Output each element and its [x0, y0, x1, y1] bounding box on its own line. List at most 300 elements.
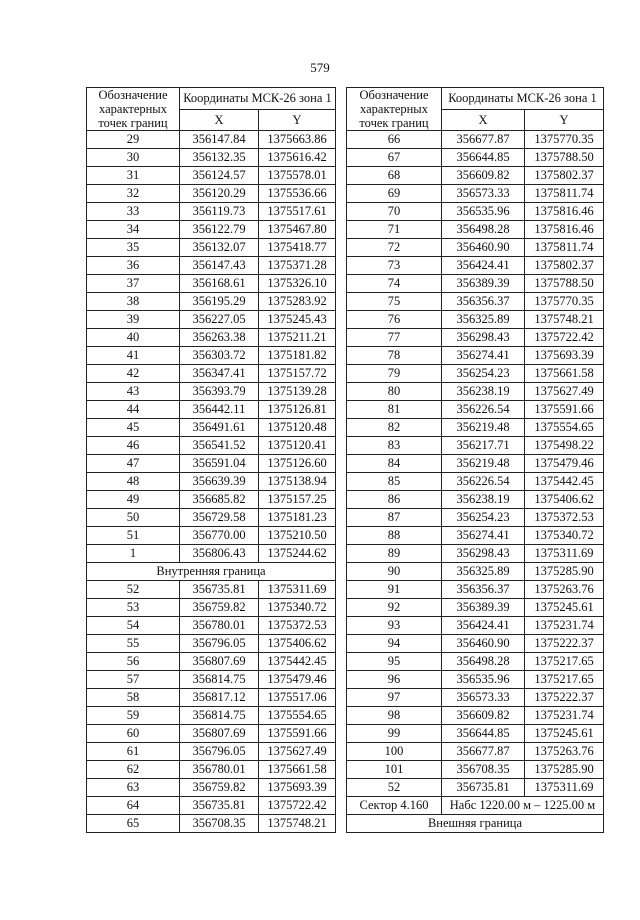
x-coordinate-cell: 356219.48 [442, 419, 525, 437]
y-coordinate-cell: 1375770.35 [525, 131, 604, 149]
point-id-cell: 91 [347, 581, 442, 599]
y-coordinate-cell: 1375770.35 [525, 293, 604, 311]
point-id-cell: 90 [347, 563, 442, 581]
y-coordinate-cell: 1375536.66 [259, 185, 336, 203]
x-coordinate-cell: 356639.39 [180, 473, 259, 491]
point-id-cell: 66 [347, 131, 442, 149]
y-coordinate-cell: 1375517.61 [259, 203, 336, 221]
table-row [347, 635, 604, 653]
coord-system-header: Координаты МСК-26 зона 1 [180, 88, 336, 110]
table-row [347, 653, 604, 671]
y-coordinate-cell: 1375748.21 [525, 311, 604, 329]
x-coordinate-cell: 356226.54 [442, 473, 525, 491]
x-coordinate-cell: 356806.43 [180, 545, 259, 563]
table-row [347, 365, 604, 383]
point-id-cell: 73 [347, 257, 442, 275]
table-row [347, 779, 604, 797]
point-id-cell: 67 [347, 149, 442, 167]
point-id-cell: 68 [347, 167, 442, 185]
table-row [87, 797, 336, 815]
table-row [87, 599, 336, 617]
x-coordinate-cell: 356677.87 [442, 743, 525, 761]
table-row [347, 203, 604, 221]
table-row [87, 779, 336, 797]
table-row [87, 347, 336, 365]
table-row [347, 581, 604, 599]
point-id-cell: 81 [347, 401, 442, 419]
table-row [87, 689, 336, 707]
x-coordinate-cell: 356389.39 [442, 599, 525, 617]
y-coordinate-cell: 1375217.65 [525, 653, 604, 671]
y-coordinate-cell: 1375722.42 [259, 797, 336, 815]
point-id-cell: 1 [87, 545, 180, 563]
point-id-cell: 63 [87, 779, 180, 797]
point-id-cell: 36 [87, 257, 180, 275]
x-coordinate-cell: 356393.79 [180, 383, 259, 401]
point-id-cell: 77 [347, 329, 442, 347]
x-coordinate-cell: 356238.19 [442, 491, 525, 509]
table-row [347, 239, 604, 257]
point-id-cell: 92 [347, 599, 442, 617]
table-row [87, 257, 336, 275]
table-row [87, 437, 336, 455]
point-id-cell: 98 [347, 707, 442, 725]
table-row [87, 545, 336, 563]
table-row [87, 131, 336, 149]
point-id-cell: 50 [87, 509, 180, 527]
x-coordinate-cell: 356132.35 [180, 149, 259, 167]
y-coordinate-cell: 1375627.49 [525, 383, 604, 401]
x-coordinate-cell: 356254.23 [442, 509, 525, 527]
x-coordinate-cell: 356609.82 [442, 707, 525, 725]
y-coordinate-cell: 1375811.74 [525, 239, 604, 257]
table-row [347, 419, 604, 437]
x-column-header: X [442, 109, 525, 131]
table-row [347, 671, 604, 689]
table-row [347, 401, 604, 419]
y-coordinate-cell: 1375263.76 [525, 581, 604, 599]
left-rows-outer [87, 131, 336, 563]
point-id-cell: 52 [347, 779, 442, 797]
table-row [87, 311, 336, 329]
table-row [87, 725, 336, 743]
point-id-cell: 76 [347, 311, 442, 329]
y-coordinate-cell: 1375126.81 [259, 401, 336, 419]
point-id-cell: 89 [347, 545, 442, 563]
x-coordinate-cell: 356147.84 [180, 131, 259, 149]
x-coordinate-cell: 356796.05 [180, 635, 259, 653]
table-row [87, 185, 336, 203]
table-row [87, 383, 336, 401]
table-row [87, 707, 336, 725]
point-id-cell: 88 [347, 527, 442, 545]
x-coordinate-cell: 356708.35 [442, 761, 525, 779]
point-id-cell: 52 [87, 581, 180, 599]
x-coordinate-cell: 356541.52 [180, 437, 259, 455]
x-coordinate-cell: 356535.96 [442, 671, 525, 689]
point-id-cell: 55 [87, 635, 180, 653]
table-row [87, 653, 336, 671]
x-coordinate-cell: 356460.90 [442, 239, 525, 257]
point-id-cell: 47 [87, 455, 180, 473]
y-coordinate-cell: 1375371.28 [259, 257, 336, 275]
y-coordinate-cell: 1375139.28 [259, 383, 336, 401]
point-id-cell: 75 [347, 293, 442, 311]
table-row [347, 527, 604, 545]
y-coordinate-cell: 1375245.61 [525, 725, 604, 743]
y-coordinate-cell: 1375693.39 [525, 347, 604, 365]
point-id-cell: 51 [87, 527, 180, 545]
table-row [347, 725, 604, 743]
x-coordinate-cell: 356254.23 [442, 365, 525, 383]
x-coordinate-cell: 356498.28 [442, 653, 525, 671]
y-coordinate-cell: 1375578.01 [259, 167, 336, 185]
x-coordinate-cell: 356729.58 [180, 509, 259, 527]
y-coordinate-cell: 1375802.37 [525, 257, 604, 275]
x-coordinate-cell: 356573.33 [442, 185, 525, 203]
point-id-cell: 56 [87, 653, 180, 671]
point-id-cell: 69 [347, 185, 442, 203]
table-row [347, 131, 604, 149]
x-coordinate-cell: 356119.73 [180, 203, 259, 221]
x-coordinate-cell: 356274.41 [442, 527, 525, 545]
x-coordinate-cell: 356217.71 [442, 437, 525, 455]
x-coordinate-cell: 356708.35 [180, 815, 259, 833]
y-coordinate-cell: 1375245.43 [259, 311, 336, 329]
table-row [87, 329, 336, 347]
table-row [87, 455, 336, 473]
y-coordinate-cell: 1375816.46 [525, 203, 604, 221]
table-row [347, 599, 604, 617]
y-coordinate-cell: 1375231.74 [525, 617, 604, 635]
y-coordinate-cell: 1375616.42 [259, 149, 336, 167]
point-id-cell: 31 [87, 167, 180, 185]
x-coordinate-cell: 356735.81 [180, 797, 259, 815]
y-coordinate-cell: 1375479.46 [259, 671, 336, 689]
y-column-header: Y [259, 109, 336, 131]
table-row [347, 509, 604, 527]
x-coordinate-cell: 356591.04 [180, 455, 259, 473]
left-rows-inner [87, 581, 336, 833]
y-coordinate-cell: 1375663.86 [259, 131, 336, 149]
point-id-cell: 37 [87, 275, 180, 293]
table-row [347, 437, 604, 455]
y-coordinate-cell: 1375231.74 [525, 707, 604, 725]
y-coordinate-cell: 1375138.94 [259, 473, 336, 491]
point-id-cell: 57 [87, 671, 180, 689]
table-row [87, 203, 336, 221]
coord-system-header: Координаты МСК-26 зона 1 [442, 88, 604, 110]
y-coordinate-cell: 1375285.90 [525, 761, 604, 779]
table-row [87, 239, 336, 257]
y-coordinate-cell: 1375244.62 [259, 545, 336, 563]
table-row [347, 293, 604, 311]
point-id-cell: 34 [87, 221, 180, 239]
x-coordinate-cell: 356535.96 [442, 203, 525, 221]
y-coordinate-cell: 1375283.92 [259, 293, 336, 311]
x-coordinate-cell: 356298.43 [442, 329, 525, 347]
x-coordinate-cell: 356807.69 [180, 653, 259, 671]
point-id-cell: 53 [87, 599, 180, 617]
x-coordinate-cell: 356759.82 [180, 779, 259, 797]
point-id-cell: 84 [347, 455, 442, 473]
point-id-cell: 74 [347, 275, 442, 293]
x-coordinate-cell: 356498.28 [442, 221, 525, 239]
point-id-cell: 71 [347, 221, 442, 239]
sector-label: Сектор 4.160 [347, 797, 442, 815]
point-id-cell: 72 [347, 239, 442, 257]
table-row [87, 815, 336, 833]
table-row [347, 257, 604, 275]
x-coordinate-cell: 356677.87 [442, 131, 525, 149]
point-id-cell: 58 [87, 689, 180, 707]
y-coordinate-cell: 1375811.74 [525, 185, 604, 203]
y-coordinate-cell: 1375498.22 [525, 437, 604, 455]
x-coordinate-cell: 356796.05 [180, 743, 259, 761]
point-id-cell: 49 [87, 491, 180, 509]
x-coordinate-cell: 356120.29 [180, 185, 259, 203]
y-coordinate-cell: 1375311.69 [525, 545, 604, 563]
point-id-cell: 78 [347, 347, 442, 365]
x-coordinate-cell: 356442.11 [180, 401, 259, 419]
y-coordinate-cell: 1375311.69 [525, 779, 604, 797]
x-coordinate-cell: 356735.81 [442, 779, 525, 797]
point-id-cell: 30 [87, 149, 180, 167]
table-row [347, 545, 604, 563]
y-coordinate-cell: 1375418.77 [259, 239, 336, 257]
y-coordinate-cell: 1375372.53 [525, 509, 604, 527]
page-number: 579 [310, 60, 330, 75]
table-row [347, 167, 604, 185]
point-id-cell: 96 [347, 671, 442, 689]
table-row [347, 347, 604, 365]
x-coordinate-cell: 356759.82 [180, 599, 259, 617]
y-column-header: Y [525, 109, 604, 131]
table-row [87, 401, 336, 419]
y-coordinate-cell: 1375285.90 [525, 563, 604, 581]
point-id-cell: 32 [87, 185, 180, 203]
outer-boundary-label: Внешняя граница [347, 815, 604, 833]
table-row [87, 275, 336, 293]
point-id-cell: 41 [87, 347, 180, 365]
point-id-cell: 93 [347, 617, 442, 635]
y-coordinate-cell: 1375406.62 [259, 635, 336, 653]
point-id-cell: 39 [87, 311, 180, 329]
y-coordinate-cell: 1375120.48 [259, 419, 336, 437]
x-coordinate-cell: 356460.90 [442, 635, 525, 653]
y-coordinate-cell: 1375554.65 [525, 419, 604, 437]
y-coordinate-cell: 1375245.61 [525, 599, 604, 617]
table-row [347, 563, 604, 581]
x-coordinate-cell: 356814.75 [180, 671, 259, 689]
point-id-cell: 64 [87, 797, 180, 815]
point-id-cell: 86 [347, 491, 442, 509]
sector-height-range: Набс 1220.00 м – 1225.00 м [442, 797, 604, 815]
point-id-cell: 94 [347, 635, 442, 653]
y-coordinate-cell: 1375326.10 [259, 275, 336, 293]
x-coordinate-cell: 356780.01 [180, 617, 259, 635]
table-row [87, 149, 336, 167]
x-coordinate-cell: 356298.43 [442, 545, 525, 563]
x-coordinate-cell: 356644.85 [442, 725, 525, 743]
x-coordinate-cell: 356227.05 [180, 311, 259, 329]
y-coordinate-cell: 1375126.60 [259, 455, 336, 473]
point-id-cell: 62 [87, 761, 180, 779]
y-coordinate-cell: 1375661.58 [525, 365, 604, 383]
table-row [87, 167, 336, 185]
y-coordinate-cell: 1375372.53 [259, 617, 336, 635]
y-coordinate-cell: 1375442.45 [525, 473, 604, 491]
point-id-cell: 87 [347, 509, 442, 527]
x-coordinate-cell: 356168.61 [180, 275, 259, 293]
x-coordinate-cell: 356389.39 [442, 275, 525, 293]
point-id-cell: 100 [347, 743, 442, 761]
x-column-header: X [180, 109, 259, 131]
x-coordinate-cell: 356122.79 [180, 221, 259, 239]
table-row [87, 671, 336, 689]
point-id-cell: 46 [87, 437, 180, 455]
point-id-cell: 60 [87, 725, 180, 743]
y-coordinate-cell: 1375210.50 [259, 527, 336, 545]
table-row [87, 509, 336, 527]
x-coordinate-cell: 356263.38 [180, 329, 259, 347]
x-coordinate-cell: 356807.69 [180, 725, 259, 743]
x-coordinate-cell: 356817.12 [180, 689, 259, 707]
x-coordinate-cell: 356132.07 [180, 239, 259, 257]
x-coordinate-cell: 356219.48 [442, 455, 525, 473]
point-id-cell: 80 [347, 383, 442, 401]
y-coordinate-cell: 1375157.25 [259, 491, 336, 509]
table-row [347, 455, 604, 473]
y-coordinate-cell: 1375467.80 [259, 221, 336, 239]
table-row [347, 185, 604, 203]
point-id-cell: 54 [87, 617, 180, 635]
table-row [87, 635, 336, 653]
y-coordinate-cell: 1375788.50 [525, 149, 604, 167]
x-coordinate-cell: 356226.54 [442, 401, 525, 419]
point-id-cell: 65 [87, 815, 180, 833]
point-id-cell: 45 [87, 419, 180, 437]
point-id-cell: 61 [87, 743, 180, 761]
point-id-cell: 79 [347, 365, 442, 383]
table-row [347, 221, 604, 239]
table-row [87, 581, 336, 599]
y-coordinate-cell: 1375157.72 [259, 365, 336, 383]
table-row [87, 743, 336, 761]
y-coordinate-cell: 1375554.65 [259, 707, 336, 725]
y-coordinate-cell: 1375263.76 [525, 743, 604, 761]
x-coordinate-cell: 356147.43 [180, 257, 259, 275]
x-coordinate-cell: 356770.00 [180, 527, 259, 545]
point-id-cell: 70 [347, 203, 442, 221]
point-id-cell: 44 [87, 401, 180, 419]
y-coordinate-cell: 1375591.66 [525, 401, 604, 419]
y-coordinate-cell: 1375591.66 [259, 725, 336, 743]
y-coordinate-cell: 1375722.42 [525, 329, 604, 347]
point-label-header: Обозначение характерных точек границ [87, 88, 180, 131]
x-coordinate-cell: 356356.37 [442, 581, 525, 599]
table-row [347, 311, 604, 329]
table-row [347, 743, 604, 761]
table-row [347, 329, 604, 347]
table-row [347, 473, 604, 491]
point-id-cell: 59 [87, 707, 180, 725]
x-coordinate-cell: 356238.19 [442, 383, 525, 401]
x-coordinate-cell: 356347.41 [180, 365, 259, 383]
point-id-cell: 29 [87, 131, 180, 149]
table-row [347, 689, 604, 707]
y-coordinate-cell: 1375748.21 [259, 815, 336, 833]
x-coordinate-cell: 356356.37 [442, 293, 525, 311]
y-coordinate-cell: 1375816.46 [525, 221, 604, 239]
y-coordinate-cell: 1375406.62 [525, 491, 604, 509]
x-coordinate-cell: 356195.29 [180, 293, 259, 311]
x-coordinate-cell: 356424.41 [442, 257, 525, 275]
table-row [347, 707, 604, 725]
point-label-header: Обозначение характерных точек границ [347, 88, 442, 131]
y-coordinate-cell: 1375627.49 [259, 743, 336, 761]
table-row [347, 761, 604, 779]
table-row [347, 491, 604, 509]
coordinates-table-left [86, 87, 336, 833]
table-row [347, 383, 604, 401]
point-id-cell: 43 [87, 383, 180, 401]
table-row [87, 221, 336, 239]
point-id-cell: 42 [87, 365, 180, 383]
point-id-cell: 83 [347, 437, 442, 455]
table-row [347, 149, 604, 167]
table-row [87, 527, 336, 545]
y-coordinate-cell: 1375222.37 [525, 635, 604, 653]
x-coordinate-cell: 356491.61 [180, 419, 259, 437]
y-coordinate-cell: 1375661.58 [259, 761, 336, 779]
table-row [87, 293, 336, 311]
point-id-cell: 33 [87, 203, 180, 221]
point-id-cell: 38 [87, 293, 180, 311]
coordinates-table-right [346, 87, 604, 833]
x-coordinate-cell: 356685.82 [180, 491, 259, 509]
inner-boundary-label: Внутренняя граница [87, 563, 336, 581]
x-coordinate-cell: 356814.75 [180, 707, 259, 725]
y-coordinate-cell: 1375479.46 [525, 455, 604, 473]
point-id-cell: 40 [87, 329, 180, 347]
point-id-cell: 95 [347, 653, 442, 671]
y-coordinate-cell: 1375211.21 [259, 329, 336, 347]
y-coordinate-cell: 1375181.82 [259, 347, 336, 365]
table-row [347, 275, 604, 293]
table-row [347, 617, 604, 635]
table-row [87, 419, 336, 437]
y-coordinate-cell: 1375693.39 [259, 779, 336, 797]
x-coordinate-cell: 356735.81 [180, 581, 259, 599]
y-coordinate-cell: 1375802.37 [525, 167, 604, 185]
y-coordinate-cell: 1375442.45 [259, 653, 336, 671]
x-coordinate-cell: 356303.72 [180, 347, 259, 365]
point-id-cell: 101 [347, 761, 442, 779]
x-coordinate-cell: 356609.82 [442, 167, 525, 185]
y-coordinate-cell: 1375222.37 [525, 689, 604, 707]
y-coordinate-cell: 1375788.50 [525, 275, 604, 293]
right-rows [347, 131, 604, 797]
y-coordinate-cell: 1375217.65 [525, 671, 604, 689]
table-row [87, 617, 336, 635]
y-coordinate-cell: 1375340.72 [259, 599, 336, 617]
point-id-cell: 35 [87, 239, 180, 257]
x-coordinate-cell: 356780.01 [180, 761, 259, 779]
table-row [87, 473, 336, 491]
y-coordinate-cell: 1375517.06 [259, 689, 336, 707]
table-row [87, 365, 336, 383]
